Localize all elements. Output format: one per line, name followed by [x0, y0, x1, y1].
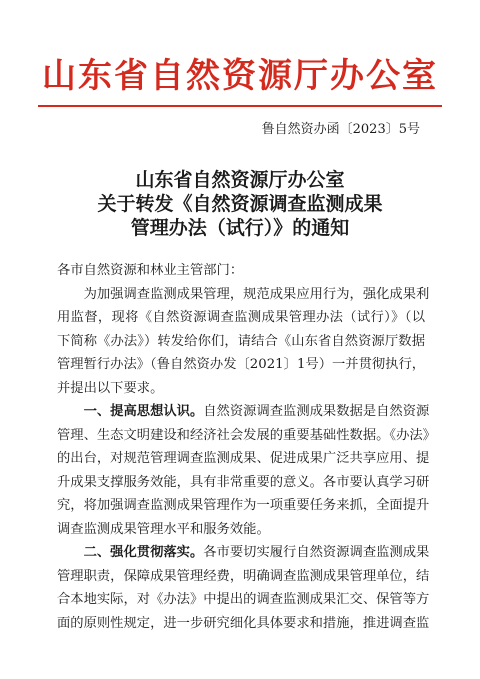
section-2-text: 各市要切实履行自然资源调查监测成果 — [203, 545, 430, 560]
paragraph-line: 合本地实际，对《办法》中提出的调查监测成果汇交、保管等方 — [57, 592, 430, 607]
title-line: 山东省自然资源厅办公室 — [135, 169, 345, 191]
section-2-first-line — [57, 541, 430, 565]
paragraph-line: 升成果支撑服务效能，具有非常重要的意义。各市要认真学习研 — [57, 474, 430, 490]
paragraph-line: 调查监测成果管理水平和服务效能。 — [57, 521, 270, 537]
paragraph-intro — [57, 283, 430, 401]
section-1 — [57, 400, 436, 541]
letterhead-title: 山东省自然资源厅办公室 — [42, 56, 438, 96]
section-2-heading: 二、强化贯彻落实。 — [83, 545, 204, 560]
document-number: 鲁自然资办函〔2023〕5号 — [261, 122, 420, 137]
paragraph-line: 的出台，对规范管理调查监测成果、促进成果广泛共享应用、提 — [57, 451, 430, 466]
section-2 — [57, 541, 430, 635]
document-body — [57, 259, 436, 635]
salutation: 各市自然资源和林业主管部门： — [57, 263, 244, 278]
paragraph-line: 用监督，现将《自然资源调查监测成果管理办法（试行）》（以 — [57, 310, 425, 325]
paragraph-line: 管理暂行办法》（鲁自然资办发〔2021〕1号）一并贯彻执行， — [57, 357, 426, 372]
letterhead-red-line — [38, 105, 442, 107]
document-title — [0, 168, 480, 240]
section-1-first-line — [57, 400, 430, 424]
title-line: 管理办法（试行）》的通知 — [130, 217, 350, 239]
paragraph-line: 管理职责，保障成果管理经费，明确调查监测成果管理单位，结 — [57, 568, 430, 584]
paragraph-line: 管理、生态文明建设和经济社会发展的重要基础性数据。《办法》 — [57, 427, 436, 443]
paragraph-line: 并提出以下要求。 — [57, 380, 164, 396]
section-1-heading: 一、提高思想认识。 — [83, 404, 204, 419]
paragraph-line: 为加强调查监测成果管理，规范成果应用行为，强化成果利 — [83, 286, 430, 302]
paragraph-line: 下简称《办法》）转发给你们，请结合《山东省自然资源厅数据 — [57, 333, 425, 349]
section-1-text: 自然资源调查监测成果数据是自然资源 — [203, 404, 430, 419]
title-line: 关于转发《自然资源调查监测成果 — [97, 193, 383, 215]
paragraph-line: 面的原则性规定，进一步研究细化具体要求和措施，推进调查监 — [57, 615, 430, 631]
paragraph-line: 究，将加强调查监测成果管理作为一项重要任务来抓，全面提升 — [57, 498, 430, 513]
